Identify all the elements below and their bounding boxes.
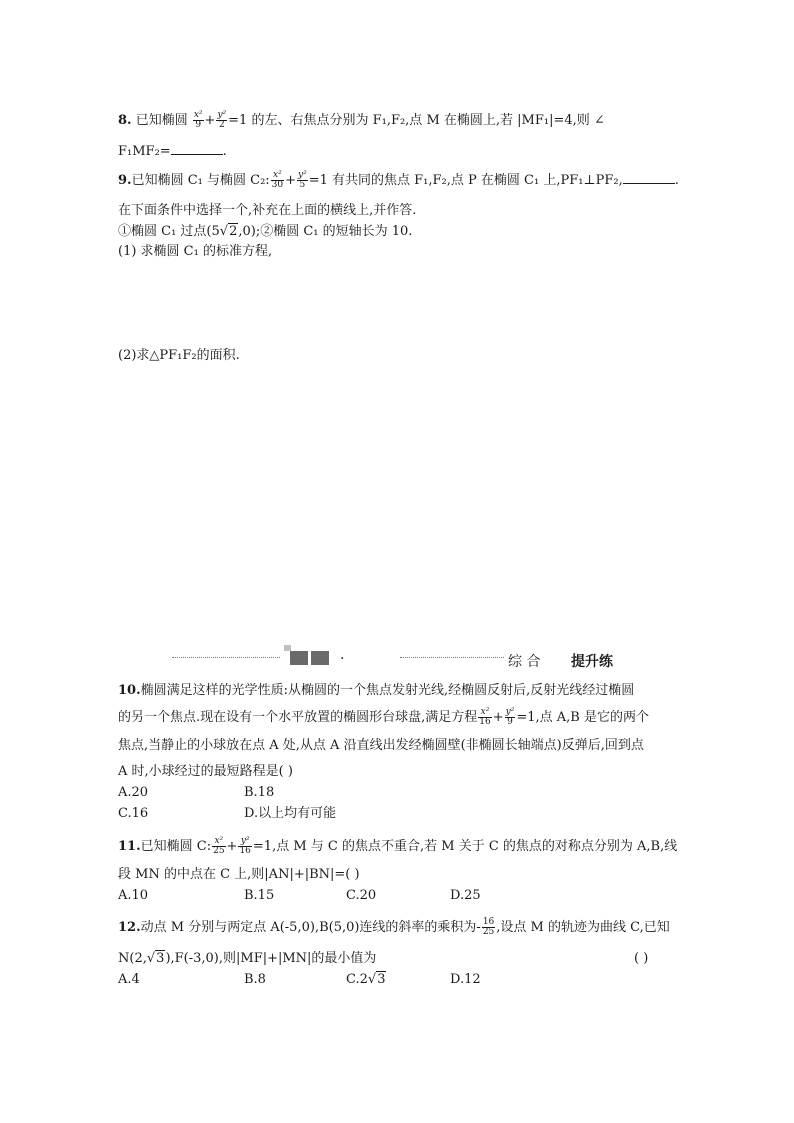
q10-line-3: 焦点,当静止的小球放在点 A 处,从点 A 沿直线出发经椭圆壁(非椭圆长轴端点)反弹后,回到点 [118, 738, 644, 753]
q9-line-2: 在下面条件中选择一个,补充在上面的横线上,并作答. [118, 203, 417, 218]
banner-label-comprehensive: 综 合 [508, 654, 541, 670]
q9-text-2: =1 有共同的焦点 F₁,F₂,点 P 在椭圆 C₁ 上,PF₁⊥PF₂, [308, 173, 623, 188]
q8-text-1: 已知椭圆 [131, 113, 188, 128]
q11-fraction-x: $\frac{\text{x²}}{25}$ [213, 836, 225, 856]
q8-text-2: =1 的左、右焦点分别为 F₁,F₂,点 M 在椭圆上,若 |MF₁|=4,则 ∠ [228, 113, 605, 128]
q10-option-a: A.20 [118, 785, 149, 800]
banner-block-2 [311, 651, 329, 665]
q10-line-1: 10.椭圆满足这样的光学性质:从椭圆的一个焦点发射光线,经椭圆反射后,反射光线经过椭圆 [118, 683, 635, 698]
q12-line-2: N(2,√3),F(-3,0),则|MF|+|MN|的最小值为 [118, 951, 377, 966]
q8-number: 8. [118, 113, 132, 128]
q11-option-c: C.20 [346, 888, 377, 903]
q11-fraction-y: $\frac{\text{y²}}{16}$ [239, 836, 251, 856]
q12-option-c: C.2√3 [346, 972, 386, 987]
q9-fraction-x: $\frac{\text{x²}}{30}$ [271, 170, 284, 190]
q10-number: 10. [118, 683, 141, 698]
q12-option-b: B.8 [244, 972, 266, 987]
q8-text-3: F₁MF₂= [118, 144, 171, 159]
q11-line-1: 11.已知椭圆 C: $\frac{\text{x²}}{25}$ + $\frac{\text{y²}}{16}$ =1,点 M 与 C 的焦点不重合,若 M 关于 C 的焦点的对称点分别为 A,B,线 [118, 836, 678, 856]
banner-block-1 [290, 651, 308, 665]
q10-line-4: A 时,小球经过的最短路程是( ) [118, 764, 293, 779]
q9-fraction-y: $\frac{\text{y²}}{5}$ [298, 170, 307, 190]
q11-option-b: B.15 [244, 888, 275, 903]
sqrt-symbol: √ [367, 972, 377, 987]
q12-line-1: 12.动点 M 分别与两定点 A(-5,0),B(5,0)连线的斜率的乘积为- $\frac{16}{25}$ ,设点 M 的轨迹为曲线 C,已知 [118, 917, 670, 937]
q8-fraction-y: $\frac{\text{y²}}{2}$ [217, 110, 227, 130]
banner-dotted-line-right [400, 657, 504, 658]
banner-label-practice: 提升练 [571, 654, 613, 670]
q11-option-d: D.25 [450, 888, 481, 903]
q10-fraction-x: $\frac{\text{x²}}{16}$ [479, 707, 491, 727]
q10-option-b: B.18 [244, 785, 275, 800]
sqrt-symbol: √ [219, 224, 229, 239]
q10-option-c: C.16 [118, 806, 149, 821]
q12-number: 12. [118, 920, 141, 935]
banner-dotted-line-left [172, 657, 280, 658]
q9-text-1: 已知椭圆 C₁ 与椭圆 C₂: [131, 173, 270, 188]
q9-subquestion-2: (2)求△PF₁F₂的面积. [118, 348, 240, 363]
q8-line-1: 8. 已知椭圆 $\frac{\text{x²}}{9}$ + $\frac{\text{y²}}{2}$ =1 的左、右焦点分别为 F₁,F₂,点 M 在椭圆上,若 |MF₁|=4,则 ∠ [118, 110, 605, 130]
q11-line-2: 段 MN 的中点在 C 上,则|AN|+|BN|=( ) [118, 867, 360, 882]
q12-answer-paren: ( ) [634, 951, 649, 966]
q9-answer-blank [623, 171, 675, 184]
q12-option-a: A.4 [118, 972, 140, 987]
q9-line-1: 9.已知椭圆 C₁ 与椭圆 C₂: $\frac{\text{x²}}{30}$ + $\frac{\text{y²}}{5}$ =1 有共同的焦点 F₁,F₂,点 P 在椭圆 C₁ 上,PF₁⊥PF₂, . [118, 170, 679, 190]
q10-fraction-y: $\frac{\text{y²}}{9}$ [505, 707, 515, 727]
q8-answer-blank [171, 142, 223, 155]
sqrt-symbol: √ [146, 951, 156, 966]
q10-option-d: D.以上均有可能 [244, 806, 337, 821]
q8-fraction-x: $\frac{\text{x²}}{9}$ [193, 110, 203, 130]
q10-line-2: 的另一个焦点.现在设有一个水平放置的椭圆形台球盘,满足方程 $\frac{\text{x²}}{16}$ + $\frac{\text{y²}}{9}$ =1,点 A,B 是它的两个 [118, 707, 649, 727]
q8-line-2: F₁MF₂= . [118, 144, 227, 159]
q11-option-a: A.10 [118, 888, 149, 903]
q12-fraction: $\frac{16}{25}$ [482, 917, 495, 937]
q12-option-d: D.12 [450, 972, 481, 987]
q9-line-3: ①椭圆 C₁ 过点(5√2,0);②椭圆 C₁ 的短轴长为 10. [118, 224, 413, 239]
q9-number: 9. [118, 173, 132, 188]
q9-subquestion-1: (1) 求椭圆 C₁ 的标准方程, [118, 244, 273, 259]
q11-number: 11. [118, 839, 141, 854]
banner-dot: · [340, 651, 345, 667]
